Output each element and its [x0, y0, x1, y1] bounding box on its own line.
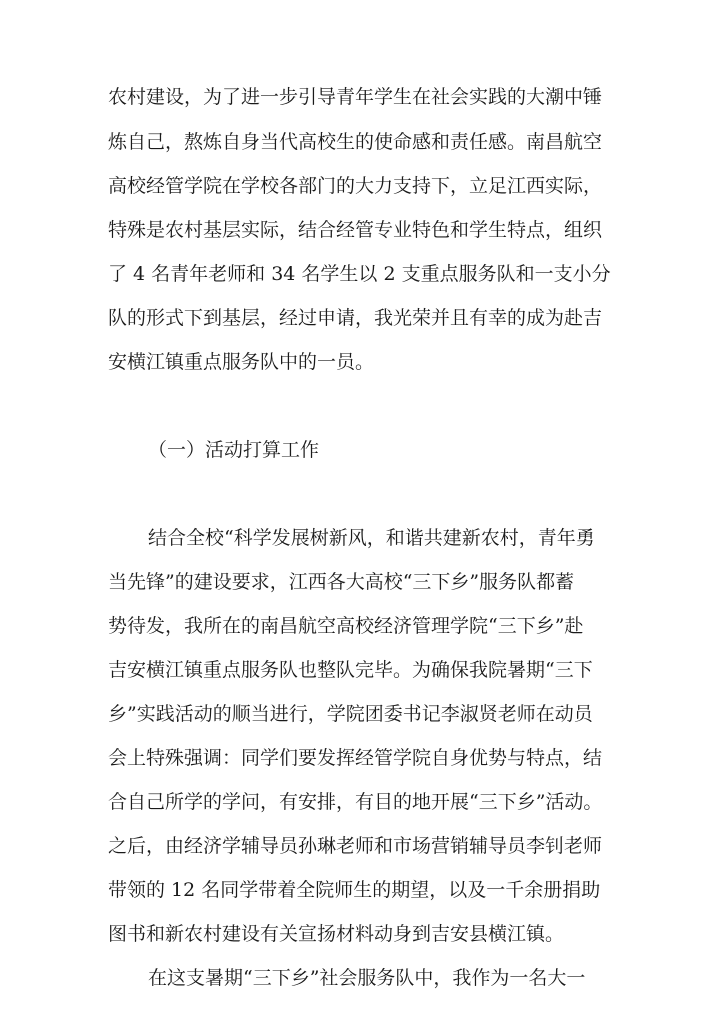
paragraph-1-line-4: 特殊是农村基层实际，结合经管专业特色和学生特点，组织	[108, 219, 603, 241]
paragraph-2-line-9: 带领的 12 名同学带着全院师生的期望，以及一千余册捐助	[108, 879, 601, 901]
paragraph-2-line-5: 乡”实践活动的顺当进行，学院团委书记李淑贤老师在动员	[108, 703, 593, 725]
paragraph-1-line-6: 队的形式下到基层，经过申请，我光荣并且有幸的成为赴吉	[108, 307, 603, 329]
paragraph-2-line-4: 吉安横江镇重点服务队也整队完毕。为确保我院暑期“三下	[108, 659, 593, 681]
paragraph-1-line-7: 安横江镇重点服务队中的一员。	[108, 351, 375, 373]
paragraph-2-line-1: 结合全校“科学发展树新风，和谐共建新农村，青年勇	[148, 527, 595, 549]
paragraph-2-line-2: 当先锋”的建设要求，江西各大高校“三下乡”服务队都蓄	[108, 571, 575, 593]
paragraph-1-line-3: 高校经管学院在学校各部门的大力支持下，立足江西实际，	[108, 175, 603, 197]
paragraph-2-line-7: 合自己所学的学问，有安排，有目的地开展“三下乡”活动。	[108, 791, 603, 813]
paragraph-2-line-3: 势待发，我所在的南昌航空高校经济管理学院“三下乡”赴	[108, 615, 584, 637]
paragraph-3-line-1: 在这支暑期“三下乡”社会服务队中，我作为一名大一	[148, 967, 586, 989]
section-heading: （一）活动打算工作	[148, 439, 320, 461]
paragraph-1-line-5: 了 4 名青年老师和 34 名学生以 2 支重点服务队和一支小分	[108, 263, 611, 285]
paragraph-2-line-10: 图书和新农村建设有关宣扬材料动身到吉安县横江镇。	[108, 923, 565, 945]
paragraph-1-line-1: 农村建设，为了进一步引导青年学生在社会实践的大潮中锤	[108, 86, 603, 108]
paragraph-2-line-8: 之后，由经济学辅导员孙琳老师和市场营销辅导员李钊老师	[108, 835, 603, 857]
paragraph-2-line-6: 会上特殊强调：同学们要发挥经管学院自身优势与特点，结	[108, 747, 603, 769]
paragraph-1-line-2: 炼自己，熬炼自身当代高校生的使命感和责任感。南昌航空	[108, 131, 603, 153]
